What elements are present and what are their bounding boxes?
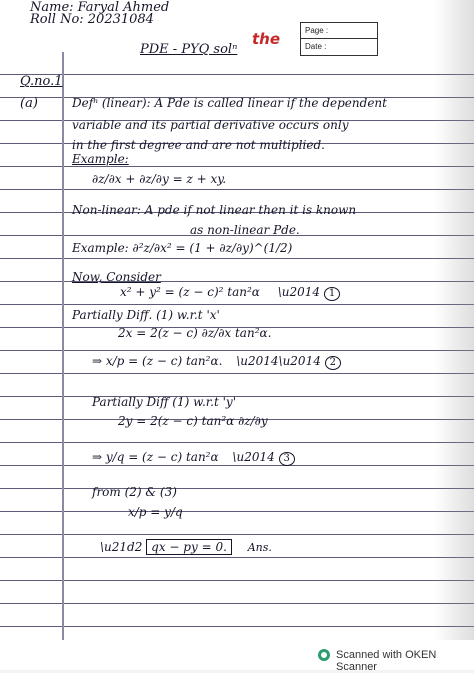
answer-tag: Ans. xyxy=(247,541,272,554)
equation-line xyxy=(120,285,340,301)
margin-line xyxy=(62,52,64,640)
question-number: Q.no.1 xyxy=(20,74,63,89)
example-label: Example: xyxy=(72,152,129,166)
consider-label: Now, Consider xyxy=(72,270,161,284)
equation-text: x² + y² = (z − c)² tan²α xyxy=(120,285,260,299)
equation-line: 2x = 2(z − c) ∂z/∂x tan²α. xyxy=(118,326,272,340)
equation-number: 2 xyxy=(325,356,341,370)
date-label: Date : xyxy=(301,38,377,54)
answer-line xyxy=(100,540,272,554)
step-label: Partially Diff (1) w.r.t 'y' xyxy=(92,395,237,409)
roll-number: Roll No: 20231084 xyxy=(30,12,154,27)
equation-number: 1 xyxy=(324,287,340,301)
definition-line: in the first degree and are not multiplied. xyxy=(72,138,325,152)
definition-line: as non-linear Pde. xyxy=(190,223,300,237)
definition-line: variable and its partial derivative occurs only xyxy=(72,118,349,132)
marker-1: \u2014 1 xyxy=(278,285,341,299)
step-label: Partially Diff. (1) w.r.t 'x' xyxy=(72,308,220,322)
page-date-box xyxy=(300,22,378,56)
stamp-mark: the xyxy=(252,30,281,48)
page-label: Page : xyxy=(305,26,329,35)
equation-line xyxy=(92,354,341,370)
student-name: Name: Faryal Ahmed xyxy=(30,0,170,15)
equation-text: ⇒ y/q = (z − c) tan²α xyxy=(92,450,219,464)
equation-line: 2y = 2(z − c) tan²α ∂z/∂y xyxy=(118,414,268,428)
equation-line: Example: ∂²z/∂x² = (1 + ∂z/∂y)^(1/2) xyxy=(72,241,293,255)
scanner-footer xyxy=(0,640,474,673)
equation-number: 3 xyxy=(279,452,295,466)
scanner-logo-icon xyxy=(318,649,330,661)
answer-box: qx − py = 0. xyxy=(146,539,232,555)
marker-3: \u2014 3 xyxy=(232,450,295,464)
definition-line: Non-linear: A pde if not linear then it is known xyxy=(72,203,357,217)
page-curl-shadow xyxy=(434,0,474,640)
equation-line: ∂z/∂x + ∂z/∂y = z + xy. xyxy=(92,172,227,186)
arrow: \u21d2 xyxy=(100,540,147,554)
equation-text: ⇒ x/p = (z − c) tan²α. xyxy=(92,354,223,368)
equation-line xyxy=(92,450,295,466)
marker-2: \u2014\u2014 2 xyxy=(236,354,341,368)
equation-line: x/p = y/q xyxy=(128,505,183,519)
page-title: PDE - PYQ solⁿ xyxy=(140,42,238,57)
step-label: from (2) & (3) xyxy=(92,485,177,499)
definition-line: Defⁿ (linear): A Pde is called linear if the dependent xyxy=(72,96,387,110)
scanner-text: Scanned with OKEN Scanner xyxy=(336,649,437,673)
question-part: (a) xyxy=(20,96,38,111)
